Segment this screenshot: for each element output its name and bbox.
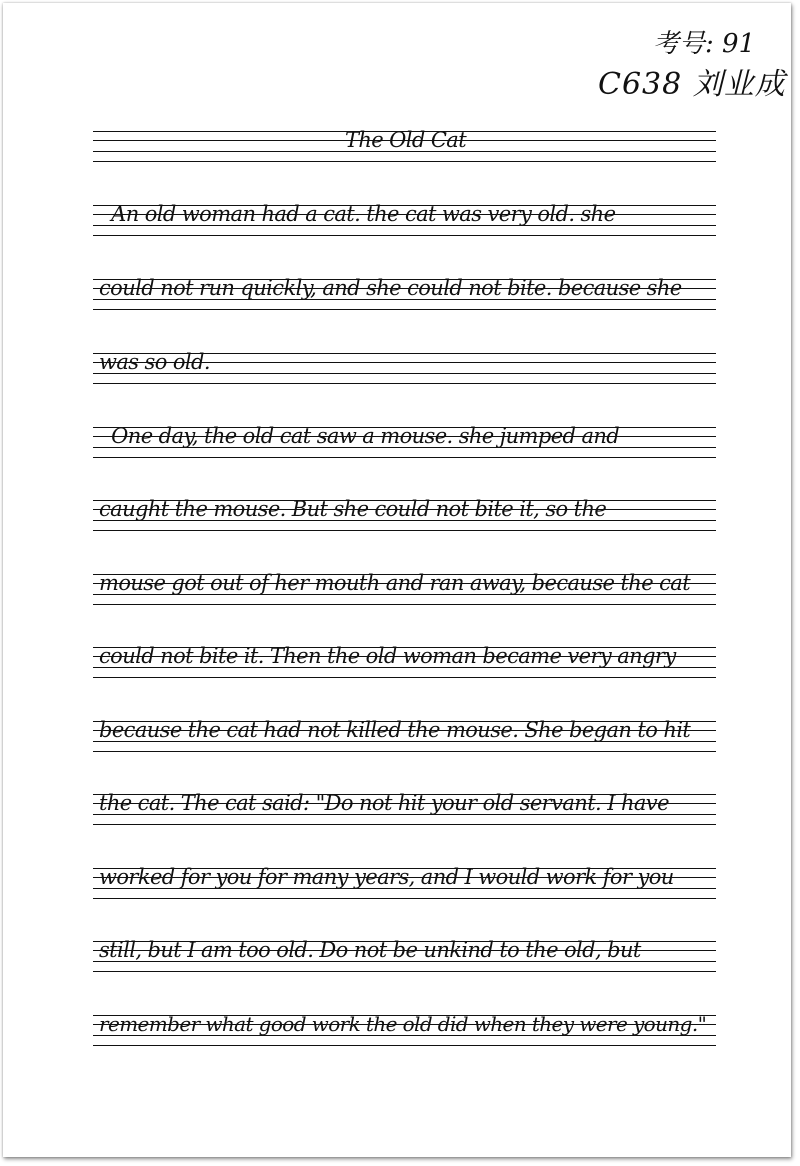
writing-line <box>93 497 716 530</box>
writing-line <box>93 276 716 309</box>
writing-line <box>93 644 716 677</box>
essay-line: mouse got out of her mouth and ran away, because the cat <box>99 571 691 595</box>
essay-line: could not bite it. Then the old woman became very angry <box>99 644 676 668</box>
essay-line: still, but I am too old. Do not be unkind to the old, but <box>99 938 641 962</box>
writing-line <box>93 350 716 383</box>
essay-line: One day, the old cat saw a mouse. she jumped and <box>99 424 620 448</box>
essay-title: The Old Cat <box>344 128 467 152</box>
writing-line <box>93 1012 716 1045</box>
essay-line: caught the mouse. But she could not bite it, so the <box>99 497 607 521</box>
writing-line <box>93 938 716 971</box>
title-line <box>93 128 716 161</box>
essay-line: worked for you for many years, and I would work for you <box>99 865 674 889</box>
paper-sheet <box>3 3 791 1157</box>
student-id: C638 刘业成 <box>598 67 786 102</box>
writing-line <box>93 424 716 457</box>
writing-line <box>93 202 716 235</box>
essay-line: was so old. <box>99 350 210 374</box>
writing-line <box>93 718 716 751</box>
essay-line: because the cat had not killed the mouse. She began to hit <box>99 718 691 742</box>
essay-line: could not run quickly, and she could not bite. because she <box>99 276 682 300</box>
writing-line <box>93 865 716 898</box>
essay-line: remember what good work the old did when they were young." <box>99 1012 707 1036</box>
writing-line <box>93 571 716 604</box>
exam-number: 考号: 91 <box>653 29 756 59</box>
writing-line <box>93 791 716 824</box>
essay-line: An old woman had a cat. the cat was very old. she <box>99 202 616 226</box>
essay-line: the cat. The cat said: "Do not hit your old servant. I have <box>99 791 669 815</box>
